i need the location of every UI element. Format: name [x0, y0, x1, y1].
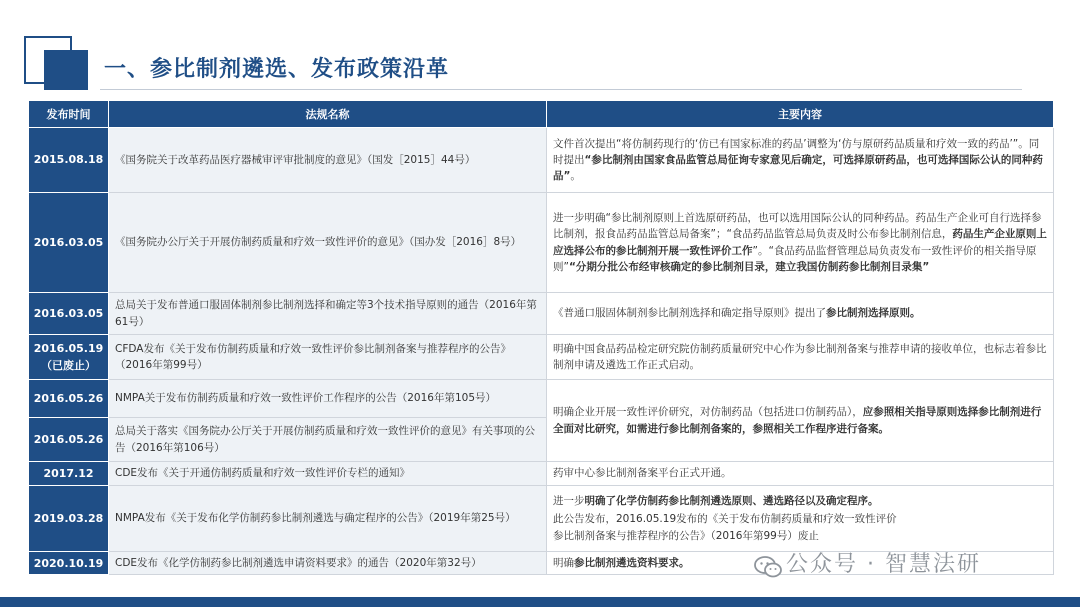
row-law: 总局关于发布普通口服固体制剂参比制剂选择和确定等3个技术指导原则的通告（2016年第61号） [109, 293, 547, 335]
watermark-text: 公众号 · 智慧法研 [786, 552, 981, 577]
title-divider [100, 89, 1022, 90]
content-text: 文件首次提出“将仿制药现行的‘仿已有国家标准的药品’调整为‘仿与原研药品质量和疗效一致的药品’”。同时提出 [553, 137, 1040, 166]
row-law: 《国务院办公厅关于开展仿制药质量和疗效一致性评价的意见》（国办发［2016］8号） [109, 193, 547, 293]
wechat-icon [754, 556, 782, 578]
header-content: 主要内容 [547, 101, 1054, 128]
table-row [29, 193, 1054, 293]
content-line [553, 493, 1047, 509]
content-text: 明确 [553, 557, 574, 569]
row-date: 2016.03.05 [29, 193, 109, 293]
content-text: 明确企业开展一致性评价研究，对仿制药品（包括进口仿制药品）， [553, 406, 863, 419]
row-content [547, 335, 1054, 380]
content-text: 药审中心参比制剂备案平台正式开通。 [553, 467, 732, 480]
row-law: 总局关于落实《国务院办公厅关于开展仿制药质量和疗效一致性评价的意见》有关事项的公告（2016年第106号） [109, 418, 547, 462]
row-content [547, 128, 1054, 193]
row-date: 2016.03.05 [29, 293, 109, 335]
content-text: 进一步明确“参比制剂原则上首选原研药品，也可以选用国际公认的同种药品。药品生产企业可自行选择参比制剂，报食品药品监管总局备案”；“食品药品监管总局负责及时公布参比制剂信息， [553, 211, 1042, 241]
policy-table [28, 100, 1054, 575]
row-content [547, 486, 1054, 552]
content-bold: 参比制剂选择原则。 [826, 307, 921, 320]
bottom-band [0, 597, 1080, 607]
table-row [29, 486, 1054, 552]
header-date: 发布时间 [29, 101, 109, 128]
row-date: 2016.05.26 [29, 418, 109, 462]
header-law: 法规名称 [109, 101, 547, 128]
content-bold: “分期分批公布经审核确定的参比制剂目录，建立我国仿制药参比制剂目录集” [568, 260, 930, 273]
row-content [547, 380, 1054, 462]
content-text: 进一步 [553, 495, 585, 508]
content-text: 《普通口服固体制剂参比制剂选择和确定指导原则》提出了 [553, 307, 826, 320]
page-title: 一、参比制剂遴选、发布政策沿革 [104, 57, 450, 82]
table-row [29, 128, 1054, 193]
content-text: ”。“食品药品监督管理总局负责发布一致性评价的相关指导原则” [553, 244, 1037, 273]
row-law: 《国务院关于改革药品医疗器械审评审批制度的意见》（国发［2015］44号） [109, 128, 547, 193]
row-date-note: （已废止） [41, 359, 96, 372]
row-content [547, 193, 1054, 293]
row-law: NMPA关于发布仿制药质量和疗效一致性评价工作程序的公告（2016年第105号） [109, 380, 547, 418]
table-header-row [29, 101, 1054, 128]
content-bold: 参比制剂遴选资料要求。 [574, 557, 690, 569]
row-date: 2017.12 [29, 462, 109, 486]
row-law: CDE发布《化学仿制药参比制剂遴选申请资料要求》的通告（2020年第32号） [109, 552, 547, 575]
content-text: 。 [570, 170, 581, 183]
content-bold: 药品生产企业原则上应选择公布的参比制剂开展一致性评价工作 [553, 228, 1047, 257]
row-law: CFDA发布《关于发布仿制药质量和疗效一致性评价参比制剂备案与推荐程序的公告》（2016年第99号） [109, 335, 547, 380]
table-row [29, 293, 1054, 335]
content-bold: 应参照相关指导原则选择参比制剂进行全面对比研究，如需进行参比制剂备案的，参照相关工作程序进行备案。 [553, 406, 1042, 435]
row-date: 2015.08.18 [29, 128, 109, 193]
table-row [29, 462, 1054, 486]
row-date: 2016.05.26 [29, 380, 109, 418]
row-date-value: 2016.05.19 [33, 341, 104, 355]
title-decoration-block [44, 50, 88, 90]
row-date: 2020.10.19 [29, 552, 109, 575]
table-row [29, 335, 1054, 380]
content-bold: 明确了化学仿制药参比制剂遴选原则、遴选路径以及确定程序。 [584, 495, 879, 508]
content-line: 此公告发布，2016.05.19发布的《关于发布仿制药质量和疗效一致性评价参比制剂备案与推荐程序的公告》（2016年第99号）废止 [553, 513, 897, 542]
content-text: 明确中国食品药品检定研究院仿制药质量研究中心作为参比制剂备案与推荐申请的接收单位，也标志着参比制剂申请及遴选工作正式启动。 [553, 342, 1047, 371]
row-content [547, 462, 1054, 486]
row-content [547, 293, 1054, 335]
row-law: CDE发布《关于开通仿制药质量和疗效一致性评价专栏的通知》 [109, 462, 547, 486]
row-date [29, 335, 109, 380]
row-date: 2019.03.28 [29, 486, 109, 552]
row-law: NMPA发布《关于发布化学仿制药参比制剂遴选与确定程序的公告》（2019年第25号） [109, 486, 547, 552]
content-bold: “参比制剂由国家食品监管总局征询专家意见后确定，可选择原研药品，也可选择国际公认的同种药品” [553, 153, 1043, 183]
table-row [29, 380, 1054, 418]
